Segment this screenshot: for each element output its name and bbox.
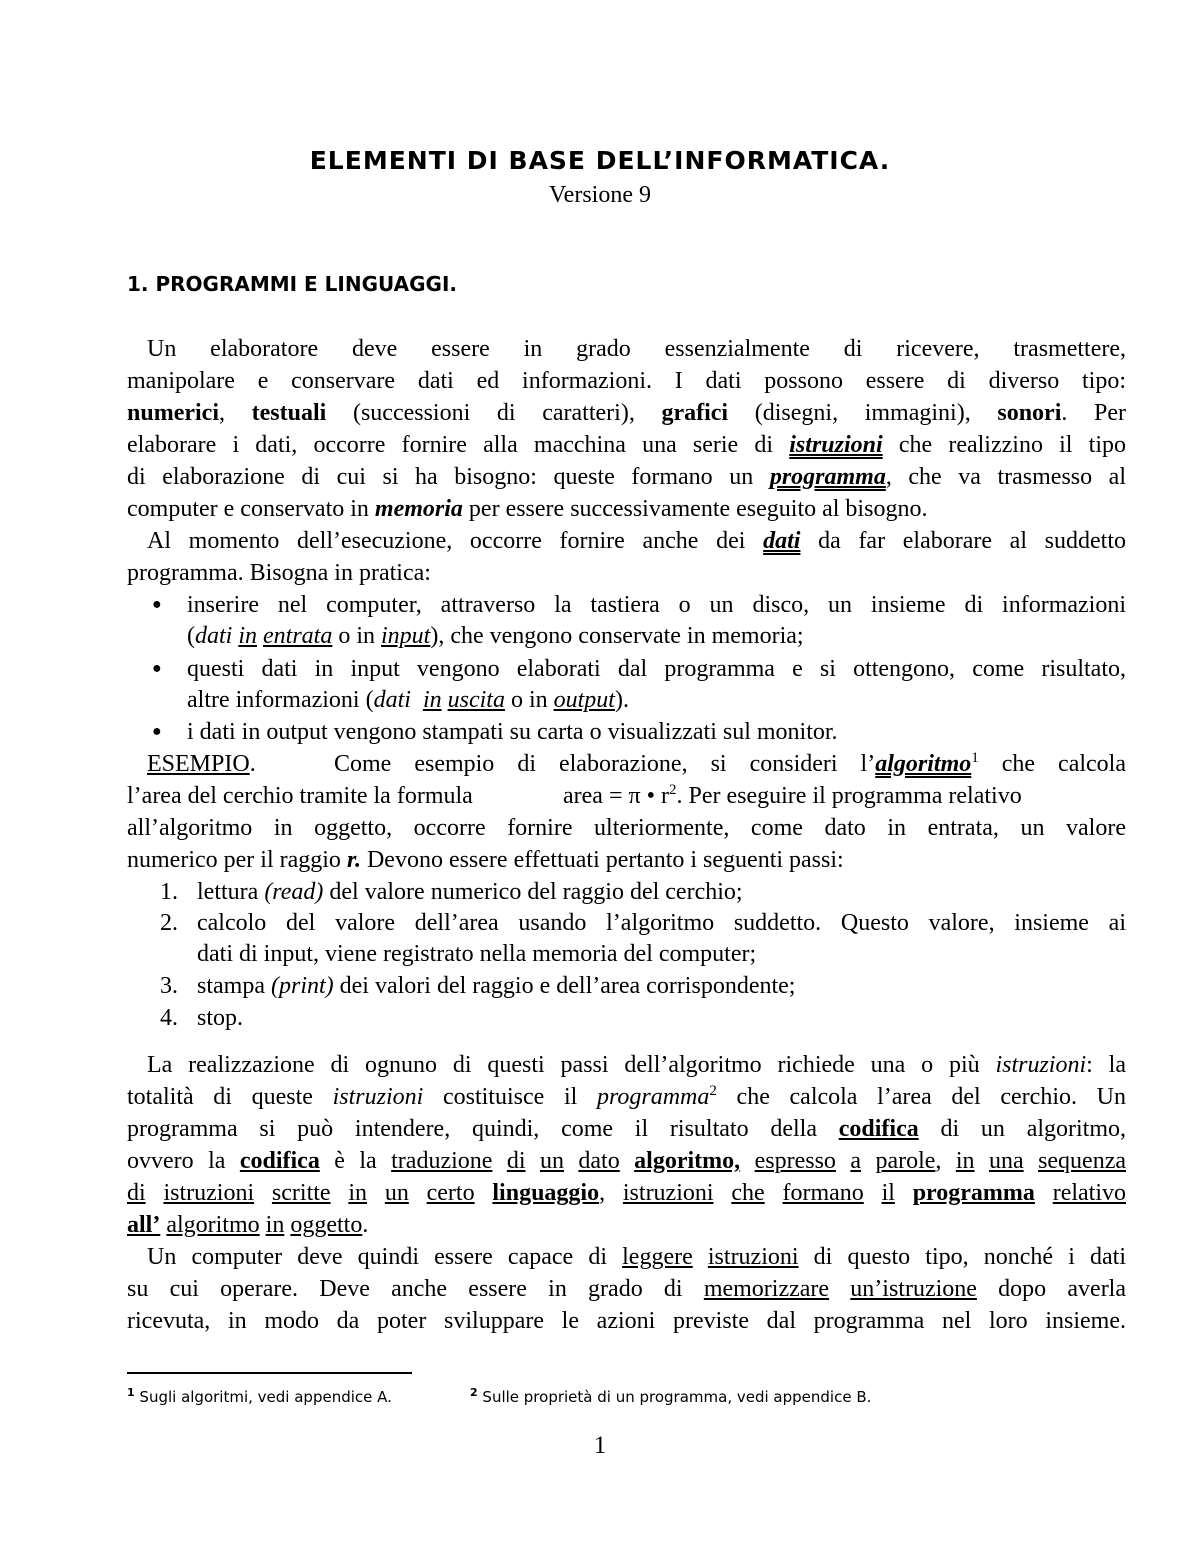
footnote-divider — [127, 1372, 412, 1374]
paragraph-line: ovvero la codifica è la traduzione di un dato algoritmo, espresso a parole, in una sequenza — [127, 1148, 1127, 1174]
bullet-item-line: (dati in entrata o in input), che vengono conservate in memoria; — [187, 623, 804, 649]
paragraph-line: manipolare e conservare dati ed informazioni. I dati possono essere di diverso tipo: — [127, 368, 1126, 394]
example-label: ESEMPIO. — [147, 751, 256, 777]
paragraph-line: su cui operare. Deve anche essere in grado di memorizzare un’istruzione dopo averla — [127, 1276, 1126, 1302]
term-memoria: memoria — [374, 496, 463, 522]
paragraph-line: La realizzazione di ognuno di questi passi dell’algoritmo richiede una o più istruzioni: la — [147, 1052, 1126, 1078]
step-number: 4. — [160, 1005, 178, 1031]
step-line: lettura (read) del valore numerico del raggio del cerchio; — [197, 879, 743, 905]
document-title: ELEMENTI DI BASE DELL’INFORMATICA. — [309, 146, 891, 175]
paragraph-line: all’ algoritmo in oggetto. — [127, 1212, 369, 1238]
term-algoritmo: algoritmo — [875, 751, 972, 777]
document-version: Versione 9 — [549, 182, 651, 208]
paragraph-line: Un computer deve quindi essere capace di leggere istruzioni di questo tipo, nonché i dati — [147, 1244, 1126, 1270]
bullet-item-line: i dati in output vengono stampati su carta o visualizzati sul monitor. — [187, 719, 838, 745]
footnote-ref-1: 1 — [971, 750, 979, 766]
paragraph-line: programma. Bisogna in pratica: — [127, 560, 431, 586]
example-line: l’area del cerchio tramite la formula — [127, 783, 473, 809]
example-line: Come esempio di elaborazione, si consideri l’algoritmo$^1$ che calcola — [334, 750, 1126, 777]
term-grafici: grafici — [661, 400, 729, 426]
term-testuali: testuali — [251, 400, 327, 426]
footnote-ref-2: 2 — [709, 1083, 717, 1099]
paragraph-line: programma si può intendere, quindi, come il risultato della codifica di un algoritmo, — [127, 1116, 1127, 1142]
bullet-symbol: ● — [152, 596, 162, 613]
footnote-2: $^2$ Sulle proprietà di un programma, vedi appendice B. — [470, 1386, 872, 1406]
term-sonori: sonori — [997, 400, 1062, 426]
step-number: 2. — [160, 910, 178, 936]
paragraph-line: totalità di queste istruzioni costituisce il programma$^2$ che calcola l’area del cerchio. Un — [127, 1083, 1126, 1110]
formula: area = π • $r^2$. Per eseguire il programma relativo — [563, 782, 1022, 809]
term-programma: programma — [769, 464, 886, 490]
paragraph-line: di elaborazione di cui si ha bisogno: queste formano un programma, che va trasmesso al — [127, 464, 1126, 490]
example-line: all’algoritmo in oggetto, occorre fornire ulteriormente, come dato in entrata, un valore — [127, 815, 1126, 841]
paragraph-line: ricevuta, in modo da poter sviluppare le azioni previste dal programma nel loro insieme. — [127, 1308, 1126, 1334]
step-line: dati di input, viene registrato nella memoria del computer; — [197, 941, 757, 967]
paragraph-line: computer e conservato in memoria per essere successivamente eseguito al bisogno. — [127, 496, 928, 522]
term-numerici: numerici — [127, 400, 219, 426]
step-number: 3. — [160, 973, 178, 999]
section-heading: 1. PROGRAMMI E LINGUAGGI. — [127, 272, 457, 296]
paragraph-line: numerici, testuali (successioni di caratteri), grafici (disegni, immagini), sonori. Per — [127, 400, 1127, 426]
footnote-1: $^1$ Sugli algoritmi, vedi appendice A. — [127, 1386, 392, 1406]
bullet-item-line: inserire nel computer, attraverso la tastiera o un disco, un insieme di informazioni — [187, 592, 1126, 618]
step-line: calcolo del valore dell’area usando l’algoritmo suddetto. Questo valore, insieme ai — [197, 910, 1126, 936]
paragraph-line: di istruzioni scritte in un certo linguaggio, istruzioni che formano il programma relativo — [127, 1180, 1127, 1206]
bullet-symbol: ● — [152, 660, 162, 677]
bullet-item-line: altre informazioni (dati in uscita o in output). — [187, 687, 629, 713]
page-number: 1 — [593, 1432, 607, 1459]
term-istruzioni: istruzioni — [789, 432, 883, 458]
step-line: stampa (print) dei valori del raggio e dell’area corrispondente; — [197, 973, 796, 999]
example-line: numerico per il raggio r. Devono essere effettuati pertanto i seguenti passi: — [127, 847, 844, 873]
step-number: 1. — [160, 879, 178, 905]
term-codifica: codifica — [838, 1116, 919, 1142]
term-dati: dati — [763, 528, 801, 554]
paragraph-line: Un elaboratore deve essere in grado essenzialmente di ricevere, trasmettere, — [147, 336, 1126, 362]
bullet-item-line: questi dati in input vengono elaborati dal programma e si ottengono, come risultato, — [187, 656, 1126, 682]
paragraph-line: Al momento dell’esecuzione, occorre fornire anche dei dati da far elaborare al suddetto — [147, 528, 1126, 554]
paragraph-line: elaborare i dati, occorre fornire alla macchina una serie di istruzioni che realizzino il tipo — [127, 432, 1126, 458]
step-line: stop. — [197, 1005, 244, 1031]
bullet-symbol: ● — [152, 723, 162, 740]
